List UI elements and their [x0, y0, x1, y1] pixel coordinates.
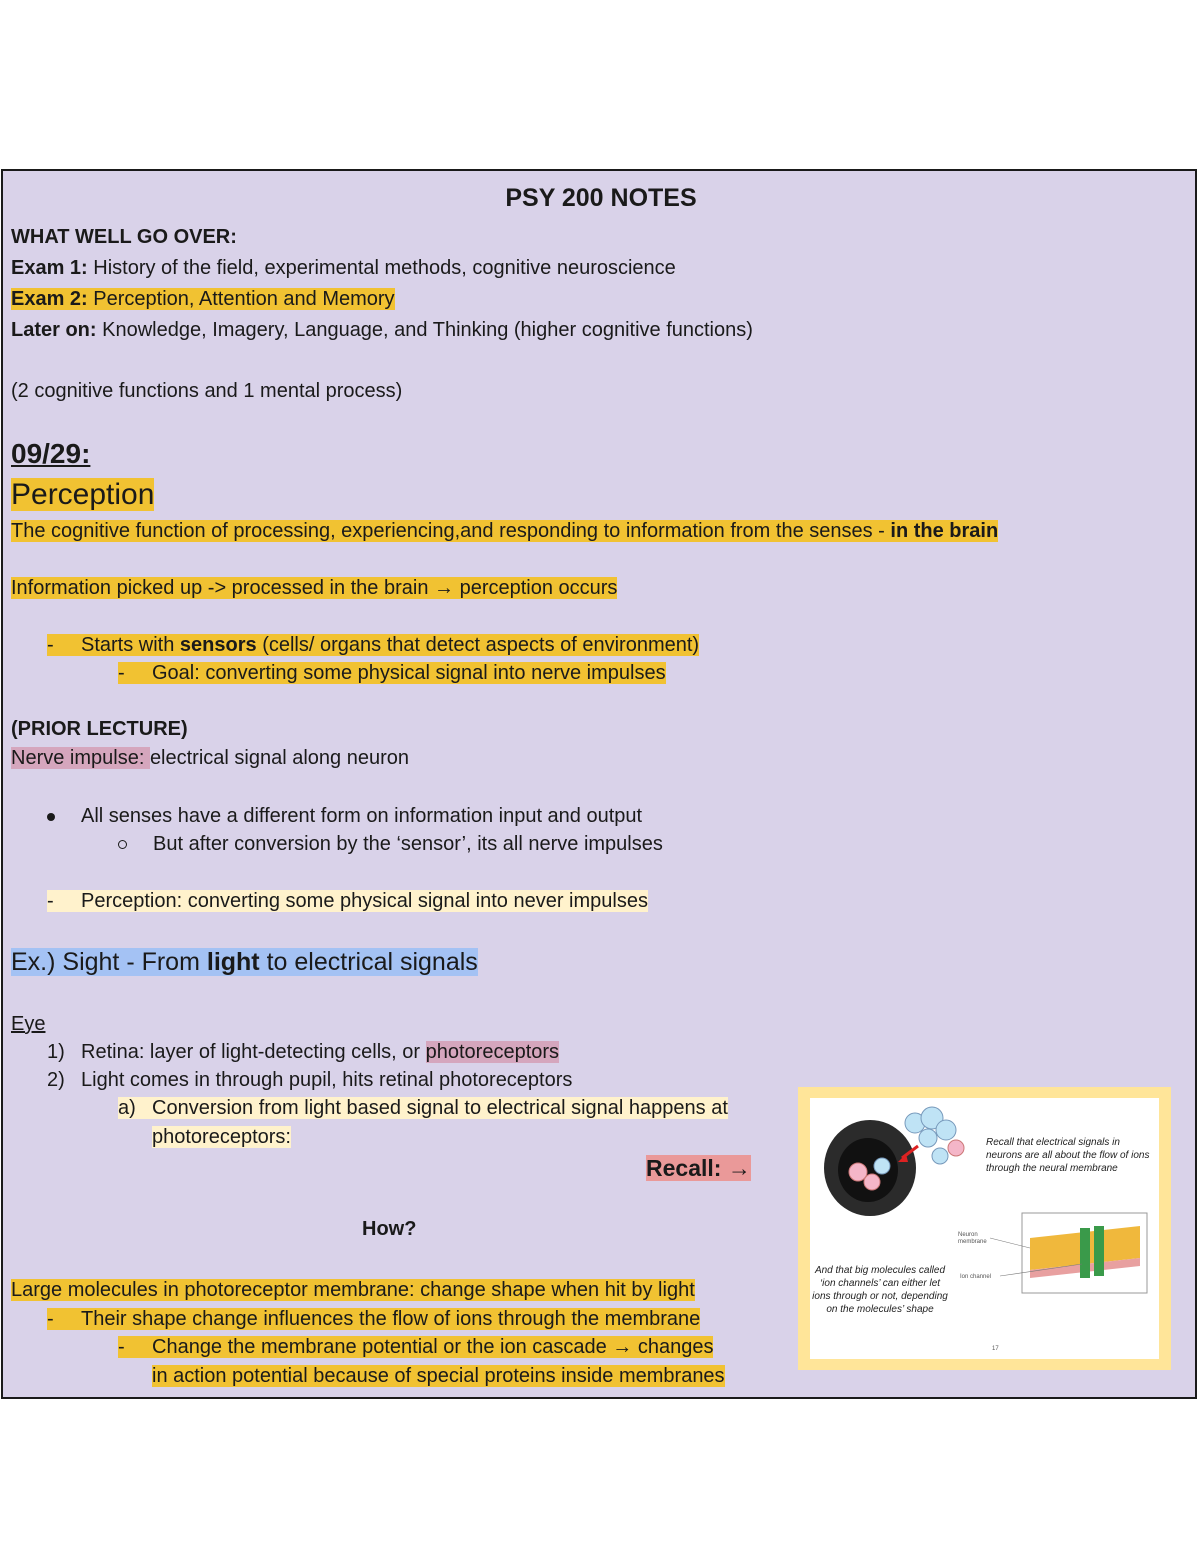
figure-caption-bottom: And that big molecules called ‘ion channels’ can either let ions through or not, depending on the molecules’ shape	[812, 1265, 948, 1315]
sensors-bullet: - Starts with sensors (cells/ organs that detect aspects of environment)	[47, 634, 700, 656]
molecules-sub-sub-bullet: - Change the membrane potential or the ion cascade → changes	[118, 1336, 714, 1358]
list-sub-item-continuation: photoreceptors:	[152, 1126, 291, 1148]
prior-lecture-heading: (PRIOR LECTURE)	[11, 718, 188, 740]
perception-flow: Information picked up -> processed in the brain → perception occurs	[11, 577, 618, 599]
later-line: Later on: Knowledge, Imagery, Language, and Thinking (higher cognitive functions)	[11, 319, 753, 341]
eye-label: Eye	[11, 1013, 46, 1035]
bullet-dot-icon	[47, 813, 55, 821]
recall-label: Recall: →	[646, 1155, 751, 1181]
perception-conversion-line: - Perception: converting some physical signal into never impulses	[47, 890, 648, 912]
list-sub-item: a) Conversion from light based signal to electrical signal happens at	[118, 1097, 728, 1119]
exam2-line: Exam 2: Perception, Attention and Memory	[11, 288, 395, 310]
list-item: 1) Retina: layer of light-detecting cells, or photoreceptors	[47, 1041, 560, 1063]
figure-label-channel: Ion channel	[960, 1274, 992, 1280]
figure-label-membrane: Neuron membrane	[958, 1232, 987, 1245]
sensors-sub-bullet: - Goal: converting some physical signal into nerve impulses	[118, 662, 666, 684]
nerve-impulse-line: Nerve impulse: electrical signal along neuron	[11, 747, 409, 769]
ion-channel-figure	[798, 1087, 1171, 1370]
overview-heading: WHAT WELL GO OVER:	[11, 226, 237, 248]
exam1-line: Exam 1: History of the field, experimental methods, cognitive neuroscience	[11, 257, 676, 279]
list-item: 2) Light comes in through pupil, hits retinal photoreceptors	[47, 1069, 573, 1091]
notes-page	[1, 169, 1197, 1399]
molecules-sub-bullet: - Their shape change influences the flow of ions through the membrane	[47, 1308, 701, 1330]
how-heading: How?	[362, 1218, 417, 1240]
senses-bullet: All senses have a different form on information input and output	[47, 803, 642, 829]
figure-page-number: 17	[992, 1346, 999, 1352]
example-heading: Ex.) Sight - From light to electrical signals	[11, 948, 478, 976]
senses-sub-bullet: But after conversion by the ‘sensor’, its all nerve impulses	[118, 831, 663, 857]
molecules-sub-sub-continuation: in action potential because of special proteins inside membranes	[152, 1365, 725, 1387]
page-title: PSY 200 NOTES	[505, 184, 697, 212]
perception-definition: The cognitive function of processing, experiencing,and responding to information from the senses - in the brain	[11, 520, 999, 542]
overview-note: (2 cognitive functions and 1 mental process)	[11, 380, 403, 402]
molecules-line: Large molecules in photoreceptor membrane: change shape when hit by light	[11, 1279, 695, 1301]
section-heading: Perception	[11, 478, 155, 511]
section-date: 09/29:	[11, 438, 91, 469]
bullet-circle-icon	[118, 840, 127, 849]
figure-caption-top: Recall that electrical signals in neurons are all about the flow of ions through the neural membrane	[986, 1137, 1150, 1174]
